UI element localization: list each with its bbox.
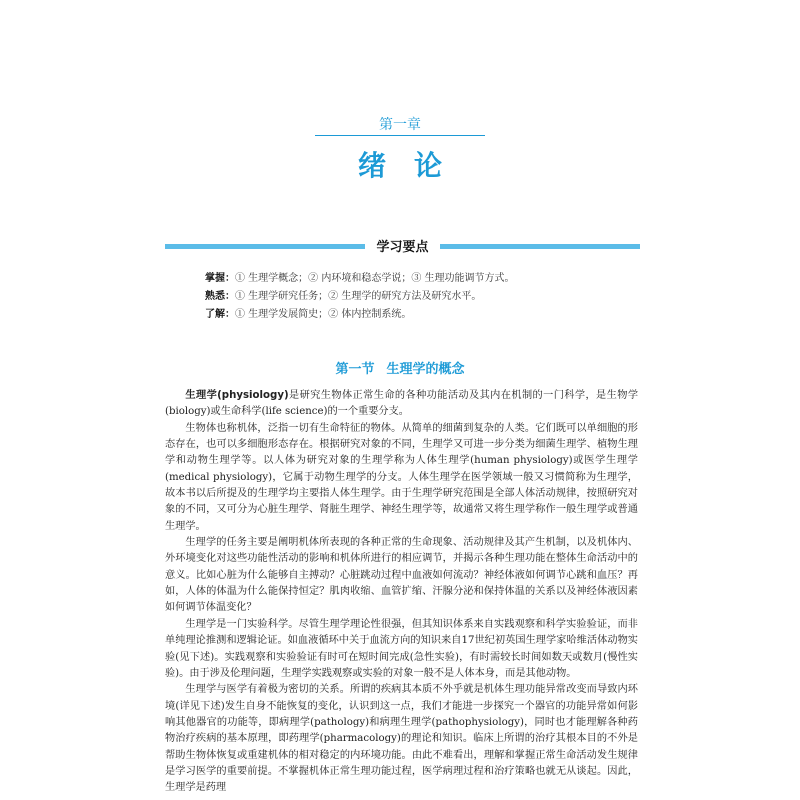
paragraph-text: 生物体也称机体，泛指一切有生命特征的物体。从简单的细菌到复杂的人类。它们既可以单细胞的形态存在，也可以多细胞形态存在。根据研究对象的不同，生理学又可进一步分类为细菌生理学、植物生理学和动物生理学等。以人体为研究对象的生理学称为人体生理学(human physiology)或医学生理学(medical physiology)，它属于动物生理学的分支。人体生理学在医学领域一般又习惯简称为生理学，故本书以后所提及的生理学均主要指人体生理学。由于生理学研究范围是全部人体活动规律，按照研究对象的不同，又可分为心脏生理学、肾脏生理学、神经生理学等，故通常又将生理学称作一般生理学或普通生理学。 [165, 422, 638, 532]
key-point-understand [205, 306, 645, 324]
chapter-divider [315, 135, 485, 136]
paragraph [165, 535, 638, 617]
paragraph-text: 是研究生物体正常生命的各种功能活动及其内在机制的一门科学，是生物学(biology)或生命科学(life science)的一个重要分支。 [165, 390, 639, 418]
paragraph [165, 617, 638, 682]
key-point-text: ① 生理学概念；② 内环境和稳态学说；③ 生理功能调节方式。 [235, 273, 515, 284]
key-point-label: 熟悉： [205, 291, 235, 302]
paragraph-text: 生理学与医学有着极为密切的关系。所谓的疾病其本质不外乎就是机体生理功能异常改变而导致内环境(详见下述)发生自身不能恢复的变化，认识到这一点，我们才能进一步探究一个器官的功能异常如何影响其他器官的功能等，即病理学(pathology)和病理生理学(pathophysiology)，同时也才能理解各种药物治疗疾病的基本原理，即药理学(pharmacology)的理论和知识。临床上所谓的治疗其根本目的不外是帮助生物体恢复或重建机体的相对稳定的内环境功能。由此不难看出，理解和掌握正常生命活动发生规律是学习医学的重要前提。不掌握机体正常生理功能过程，医学病理过程和治疗策略也就无从谈起。因此，生理学是药理 [165, 684, 638, 794]
key-points-bar-right [440, 244, 640, 249]
key-point-label: 了解： [205, 309, 235, 320]
paragraph [165, 421, 638, 535]
paragraph [165, 682, 638, 796]
key-points-title: 学习要点 [376, 240, 429, 255]
section-number: 第一节 [335, 362, 375, 377]
paragraph-text: 生理学是一门实验科学。尽管生理学理论性很强，但其知识体系来自实践观察和科学实验验证，而非单纯理论推测和逻辑论证。如血液循环中关于血流方向的知识来自17世纪初英国生理学家哈维活体动物实验(见下述)。实践观察和实验验证有时可在短时间完成(急性实验)，有时需较长时间如数天或数月(慢性实验)。由于涉及伦理问题，生理学实践观察或实验的对象一般不是人体本身，而是其他动物。 [165, 618, 638, 679]
paragraph [165, 388, 638, 421]
key-point-master [205, 270, 645, 288]
key-point-label: 掌握： [205, 273, 235, 284]
chapter-label: 第一章 [379, 117, 421, 133]
key-point-text: ① 生理学研究任务；② 生理学的研究方法及研究水平。 [235, 291, 482, 302]
key-point-text: ① 生理学发展简史；② 体内控制系统。 [235, 309, 412, 320]
body-text [165, 388, 638, 797]
key-points-list [205, 270, 645, 324]
section-title: 生理学的概念 [386, 362, 465, 377]
chapter-title: 绪论 [357, 149, 470, 182]
paragraph-text: 生理学的任务主要是阐明机体所表现的各种正常的生命现象、活动规律及其产生机制，以及机体内、外环境变化对这些功能性活动的影响和机体所进行的相应调节，并揭示各种生理功能在整体生命活动中的意义。比如心脏为什么能够自主搏动？心脏跳动过程中血液如何流动？神经体液如何调节心跳和血压？再如，人体的体温为什么能保持恒定？肌肉收缩、血管扩缩、汗腺分泌和保持体温的关系以及神经体液因素如何调节体温变化？ [165, 537, 638, 614]
key-points-bar-left [165, 244, 365, 249]
definition-term: 生理学(physiology) [185, 390, 289, 401]
key-point-familiar [205, 288, 645, 306]
section-heading [250, 358, 550, 377]
